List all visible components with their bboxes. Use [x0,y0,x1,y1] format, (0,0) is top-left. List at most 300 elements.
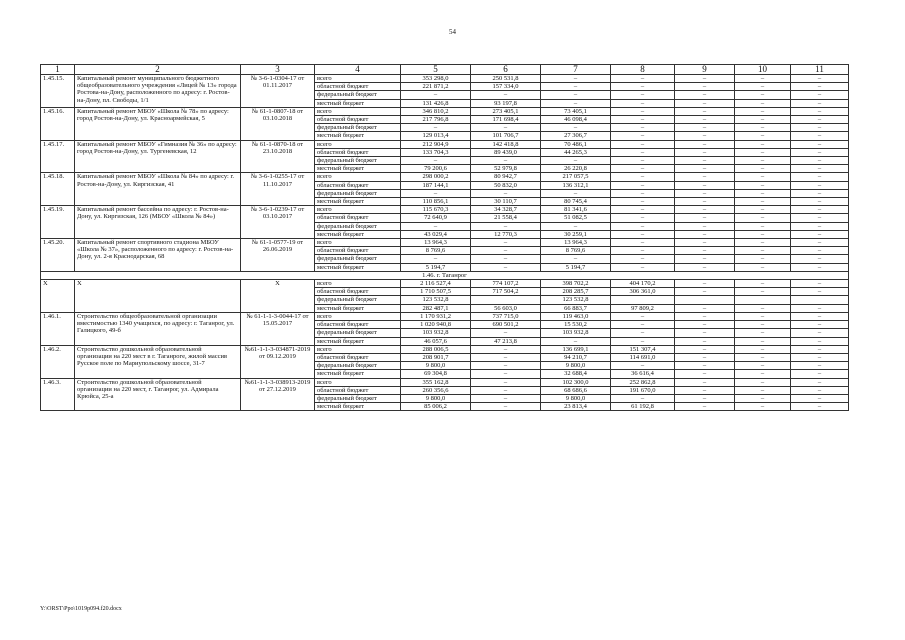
amount-cell: 273 405,1 [471,107,541,115]
funding-source: федеральный бюджет [315,255,401,263]
amount-cell: – [735,337,791,345]
amount-cell: – [541,157,611,165]
table-row [41,206,849,214]
amount-cell: – [735,403,791,411]
expertise-document: №61-1-1-3-038913-2019 от 27.12.2019 [241,378,315,411]
amount-cell: – [735,394,791,402]
amount-cell: – [791,353,849,361]
expertise-document: № 61-1-0870-18 от 23.10.2018 [241,140,315,173]
amount-cell: – [675,189,735,197]
amount-cell: 102 300,0 [541,378,611,386]
amount-cell: 69 304,8 [401,370,471,378]
amount-cell: – [675,132,735,140]
amount-cell: – [791,263,849,271]
funding-source: местный бюджет [315,304,401,312]
amount-cell: 80 745,4 [541,198,611,206]
amount-cell: – [471,378,541,386]
funding-source: местный бюджет [315,263,401,271]
amount-cell: – [675,263,735,271]
amount-cell: 97 809,2 [611,304,675,312]
expertise-document: Х [241,280,315,313]
amount-cell: – [675,198,735,206]
amount-cell: – [675,157,735,165]
amount-cell: 171 698,4 [471,116,541,124]
amount-cell: – [675,140,735,148]
amount-cell: – [735,132,791,140]
amount-cell: 9 800,0 [541,394,611,402]
amount-cell: – [471,255,541,263]
amount-cell: – [791,75,849,83]
amount-cell: 61 192,8 [611,403,675,411]
item-number: 1.45.16. [41,107,75,140]
amount-cell: – [471,394,541,402]
amount-cell: – [675,181,735,189]
column-number: 7 [541,65,611,75]
amount-cell: – [401,189,471,197]
amount-cell: 212 904,9 [401,140,471,148]
amount-cell: – [675,148,735,156]
amount-cell: – [675,255,735,263]
amount-cell: – [791,337,849,345]
amount-cell: – [611,214,675,222]
amount-cell: – [471,222,541,230]
amount-cell: – [675,370,735,378]
object-name: Капитальный ремонт спортивного стадиона МБОУ «Школа № 37», расположенного по адресу: г. Ростов-на-Дону, ул. 2-я Краснодарская, 68 [75,239,241,272]
amount-cell [791,296,849,304]
amount-cell: – [675,99,735,107]
item-number: 1.45.20. [41,239,75,272]
amount-cell: 157 334,0 [471,83,541,91]
amount-cell: 30 259,1 [541,230,611,238]
amount-cell: – [611,173,675,181]
amount-cell: – [611,148,675,156]
funding-source: федеральный бюджет [315,329,401,337]
amount-cell: – [541,337,611,345]
amount-cell: – [735,263,791,271]
object-name: Капитальный ремонт муниципального бюджетного общеобразовательного учреждения «Лицей № 13» города Ростова-на-Дону, расположенного по адресу: г. Ростов-на-Дону, пл. Свободы, 1/1 [75,75,241,108]
amount-cell: – [791,132,849,140]
amount-cell: 282 487,1 [401,304,471,312]
amount-cell: – [675,214,735,222]
amount-cell: – [611,83,675,91]
column-number: 2 [75,65,241,75]
funding-source: всего [315,345,401,353]
amount-cell: – [791,165,849,173]
amount-cell: – [471,362,541,370]
amount-cell: 46 098,4 [541,116,611,124]
amount-cell: – [735,386,791,394]
amount-cell: – [735,362,791,370]
amount-cell: 9 800,0 [401,394,471,402]
amount-cell: – [611,206,675,214]
page-number: 54 [449,28,456,36]
column-number: 11 [791,65,849,75]
funding-source: областной бюджет [315,321,401,329]
amount-cell: – [735,148,791,156]
amount-cell: 85 006,2 [401,403,471,411]
object-name: Капитальный ремонт МБОУ «Школа № 84» по адресу: г. Ростов-на-Дону, ул. Киргизская, 41 [75,173,241,206]
amount-cell: 8 769,6 [541,247,611,255]
funding-source: местный бюджет [315,230,401,238]
amount-cell: – [675,222,735,230]
table-row [41,345,849,353]
amount-cell: 52 979,8 [471,165,541,173]
amount-cell: – [675,321,735,329]
amount-cell: – [611,362,675,370]
amount-cell: – [471,386,541,394]
amount-cell: – [401,222,471,230]
amount-cell: – [735,230,791,238]
funding-source: местный бюджет [315,198,401,206]
amount-cell: 133 704,3 [401,148,471,156]
column-number: 1 [41,65,75,75]
section-row [41,271,849,279]
column-number: 3 [241,65,315,75]
amount-cell: – [611,329,675,337]
amount-cell: 114 691,0 [611,353,675,361]
funding-source: федеральный бюджет [315,124,401,132]
amount-cell: 56 603,0 [471,304,541,312]
amount-cell: – [735,370,791,378]
amount-cell: – [611,99,675,107]
amount-cell: 774 107,2 [471,280,541,288]
funding-source: всего [315,107,401,115]
amount-cell: – [675,173,735,181]
section-title: 1.46. г. Таганрог [41,271,849,279]
amount-cell: 136 699,1 [541,345,611,353]
amount-cell: 1 020 940,8 [401,321,471,329]
amount-cell: – [675,116,735,124]
amount-cell: 101 706,7 [471,132,541,140]
amount-cell: – [791,345,849,353]
amount-cell: – [735,83,791,91]
budget-table [40,64,849,411]
amount-cell: – [611,75,675,83]
funding-source: областной бюджет [315,148,401,156]
amount-cell: – [541,255,611,263]
amount-cell: 34 328,7 [471,206,541,214]
amount-cell [675,296,735,304]
amount-cell: – [735,222,791,230]
amount-cell: – [791,304,849,312]
amount-cell: – [735,312,791,320]
column-number: 4 [315,65,401,75]
funding-source: федеральный бюджет [315,296,401,304]
amount-cell: 346 810,2 [401,107,471,115]
funding-source: федеральный бюджет [315,189,401,197]
amount-cell: – [611,132,675,140]
amount-cell: 119 463,0 [541,312,611,320]
funding-source: всего [315,140,401,148]
amount-cell: – [675,230,735,238]
amount-cell: – [675,312,735,320]
amount-cell: 9 800,0 [401,362,471,370]
amount-cell: – [735,321,791,329]
amount-cell: – [791,288,849,296]
column-number: 6 [471,65,541,75]
object-name: Капитальный ремонт бассейна по адресу: г. Ростов-на-Дону, ул. Киргизская, 126 (МБОУ «Школа № 84») [75,206,241,239]
amount-cell: – [611,394,675,402]
amount-cell: – [735,107,791,115]
amount-cell: 68 686,6 [541,386,611,394]
amount-cell: 187 144,1 [401,181,471,189]
item-number: 1.45.19. [41,206,75,239]
funding-source: всего [315,206,401,214]
amount-cell: – [791,140,849,148]
funding-source: федеральный бюджет [315,222,401,230]
amount-cell: – [611,222,675,230]
amount-cell: – [791,91,849,99]
column-number: 9 [675,65,735,75]
funding-source: областной бюджет [315,353,401,361]
amount-cell: 44 265,3 [541,148,611,156]
amount-cell: – [735,329,791,337]
amount-cell: – [611,91,675,99]
amount-cell: – [675,165,735,173]
amount-cell: – [675,239,735,247]
amount-cell: 13 964,3 [541,239,611,247]
amount-cell: 46 057,6 [401,337,471,345]
amount-cell: – [471,353,541,361]
amount-cell: – [791,321,849,329]
funding-source: местный бюджет [315,165,401,173]
object-name: Строительство дошкольной образовательной организации на 220 мест, г. Таганрог, ул. Адмирала Крюйса, 25-а [75,378,241,411]
amount-cell: – [735,173,791,181]
amount-cell: 21 558,4 [471,214,541,222]
amount-cell: – [791,173,849,181]
amount-cell: – [611,181,675,189]
amount-cell: – [735,124,791,132]
funding-source: областной бюджет [315,386,401,394]
amount-cell: – [401,91,471,99]
amount-cell: – [791,312,849,320]
funding-source: областной бюджет [315,181,401,189]
funding-source: всего [315,173,401,181]
table-row [41,140,849,148]
amount-cell: 136 312,1 [541,181,611,189]
amount-cell: – [611,140,675,148]
funding-source: местный бюджет [315,99,401,107]
amount-cell: 36 616,4 [611,370,675,378]
amount-cell: – [471,370,541,378]
amount-cell: – [675,247,735,255]
amount-cell: – [791,198,849,206]
amount-cell: – [471,239,541,247]
amount-cell: – [735,157,791,165]
file-path-footer: Y:\ORST\Ppo\1019p094.f20.docx [40,606,122,612]
amount-cell: – [675,124,735,132]
amount-cell: 123 532,8 [401,296,471,304]
funding-source: всего [315,312,401,320]
amount-cell: – [675,345,735,353]
amount-cell: – [675,206,735,214]
funding-source: областной бюджет [315,214,401,222]
amount-cell: – [735,255,791,263]
item-number: 1.45.15. [41,75,75,108]
column-number: 10 [735,65,791,75]
amount-cell: – [675,403,735,411]
amount-cell: – [611,255,675,263]
funding-source: федеральный бюджет [315,362,401,370]
amount-cell: 81 341,6 [541,206,611,214]
amount-cell: 15 530,2 [541,321,611,329]
amount-cell: – [611,124,675,132]
amount-cell: 5 194,7 [401,263,471,271]
amount-cell: 66 883,7 [541,304,611,312]
amount-cell: 217 796,8 [401,116,471,124]
expertise-document: № 3-6-1-0239-17 от 03.10.2017 [241,206,315,239]
amount-cell: 288 006,5 [401,345,471,353]
amount-cell: 208 901,7 [401,353,471,361]
funding-source: местный бюджет [315,370,401,378]
object-name: Капитальный ремонт МБОУ «Гимназия № 36» по адресу: город Ростов-на-Дону, ул. Тургеневская, 12 [75,140,241,173]
amount-cell: – [611,157,675,165]
amount-cell: 252 862,8 [611,378,675,386]
amount-cell: – [611,165,675,173]
funding-source: местный бюджет [315,403,401,411]
amount-cell: – [675,353,735,361]
amount-cell: – [735,353,791,361]
funding-source: федеральный бюджет [315,91,401,99]
amount-cell: – [735,214,791,222]
amount-cell: – [401,255,471,263]
amount-cell: 8 769,6 [401,247,471,255]
amount-cell: – [791,189,849,197]
item-number: 1.45.17. [41,140,75,173]
amount-cell: 43 029,4 [401,230,471,238]
amount-cell: 123 532,8 [541,296,611,304]
expertise-document: № 61-1-0577-19 от 26.06.2019 [241,239,315,272]
amount-cell: – [735,288,791,296]
amount-cell: 221 871,2 [401,83,471,91]
amount-cell: – [791,280,849,288]
amount-cell: – [675,75,735,83]
amount-cell: 23 813,4 [541,403,611,411]
amount-cell: 94 210,7 [541,353,611,361]
amount-cell: – [611,230,675,238]
amount-cell: – [791,83,849,91]
amount-cell: – [471,157,541,165]
funding-source: федеральный бюджет [315,394,401,402]
table-row [41,239,849,247]
funding-source: областной бюджет [315,116,401,124]
amount-cell: 26 220,8 [541,165,611,173]
amount-cell: – [791,239,849,247]
expertise-document: № 3-6-1-0304-17 от 01.11.2017 [241,75,315,108]
amount-cell: 5 194,7 [541,263,611,271]
expertise-document: № 3-6-1-0255-17 от 11.10.2017 [241,173,315,206]
amount-cell: – [791,206,849,214]
funding-source: местный бюджет [315,132,401,140]
amount-cell: – [735,247,791,255]
amount-cell: – [735,189,791,197]
amount-cell: – [611,312,675,320]
amount-cell: – [735,304,791,312]
amount-cell: 73 405,1 [541,107,611,115]
amount-cell: 72 640,9 [401,214,471,222]
amount-cell: – [611,337,675,345]
amount-cell: 103 932,8 [541,329,611,337]
amount-cell: 47 213,8 [471,337,541,345]
object-name: Строительство общеобразовательной организации вместимостью 1340 учащихся, по адресу: г. Таганрог, ул. Галицкого, 49-б [75,312,241,345]
amount-cell: – [541,83,611,91]
item-number: Х [41,280,75,313]
amount-cell: – [791,107,849,115]
funding-source: областной бюджет [315,288,401,296]
amount-cell: – [735,116,791,124]
table-row [41,75,849,83]
object-name: Капитальный ремонт МБОУ «Школа № 78» по адресу: город Ростов-на-Дону, ул. Красноармейская, 5 [75,107,241,140]
amount-cell: – [791,99,849,107]
item-number: 1.45.18. [41,173,75,206]
column-number: 5 [401,65,471,75]
column-number-row [41,65,849,75]
amount-cell: 737 715,0 [471,312,541,320]
amount-cell: – [471,247,541,255]
amount-cell: 115 670,3 [401,206,471,214]
amount-cell: – [791,181,849,189]
funding-source: всего [315,378,401,386]
object-name: Строительство дошкольной образовательной организации на 220 мест в г. Таганроге, жилой массив Русское поле по Мариупольскому шоссе, 31-7 [75,345,241,378]
amount-cell: – [471,189,541,197]
amount-cell: – [735,91,791,99]
amount-cell: – [675,337,735,345]
funding-source: областной бюджет [315,83,401,91]
amount-cell: 398 702,2 [541,280,611,288]
amount-cell: – [611,321,675,329]
amount-cell: – [611,247,675,255]
amount-cell: – [675,83,735,91]
item-number: 1.46.3. [41,378,75,411]
amount-cell: – [735,75,791,83]
amount-cell: – [611,239,675,247]
table-row [41,280,849,288]
table-row [41,173,849,181]
funding-source: всего [315,75,401,83]
amount-cell [471,296,541,304]
amount-cell: 93 197,8 [471,99,541,107]
amount-cell: 404 170,2 [611,280,675,288]
amount-cell: – [735,378,791,386]
amount-cell: – [735,99,791,107]
amount-cell: – [611,263,675,271]
amount-cell: – [735,206,791,214]
amount-cell: 110 856,1 [401,198,471,206]
amount-cell: 70 486,1 [541,140,611,148]
amount-cell: – [675,362,735,370]
expertise-document: №61-1-1-3-034871-2019 от 09.12.2019 [241,345,315,378]
amount-cell: – [791,370,849,378]
amount-cell: 690 501,2 [471,321,541,329]
funding-source: местный бюджет [315,337,401,345]
amount-cell: 51 082,5 [541,214,611,222]
amount-cell: 129 013,4 [401,132,471,140]
amount-cell [735,296,791,304]
amount-cell: 217 057,5 [541,173,611,181]
amount-cell: 2 116 527,4 [401,280,471,288]
expertise-document: № 61-1-1-3-0044-17 от 15.05.2017 [241,312,315,345]
funding-source: федеральный бюджет [315,157,401,165]
amount-cell: – [541,124,611,132]
amount-cell: – [471,329,541,337]
amount-cell: – [675,91,735,99]
item-number: 1.46.1. [41,312,75,345]
amount-cell: – [401,124,471,132]
amount-cell: – [401,157,471,165]
amount-cell: – [791,230,849,238]
amount-cell: 250 531,8 [471,75,541,83]
amount-cell: – [471,345,541,353]
